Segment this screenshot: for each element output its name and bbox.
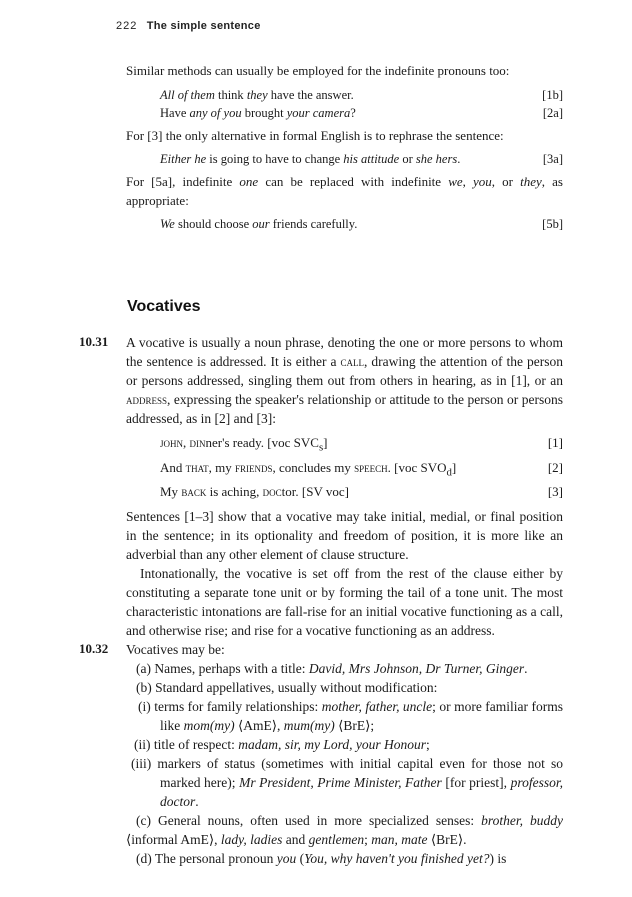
example-ref: [1] (547, 435, 563, 450)
position-paragraph: Sentences [1–3] show that a vocative may take initial, medial, or final position in the sentence; in its optionality and freedom of position, it is more like an adverbial than any other element of clause structure. (126, 509, 563, 563)
running-head (116, 20, 261, 32)
section-10-32 (126, 640, 563, 868)
example-3: My back is aching, doctor. [SV voc] [3] (160, 484, 563, 500)
item-ii-respect: (ii) title of respect: madam, sir, my Lord, your Honour; (134, 737, 430, 752)
item-iii-status: (iii) markers of status (sometimes with initial capital even for those not so marked here); Mr President, Prime Minister, Father [for priest], professor, doctor. (131, 756, 563, 809)
example-1b: All of them think they have the answer. [1b] (160, 88, 563, 102)
section-number-10-31: 10.31 (79, 334, 109, 349)
example-ref: [2a] (542, 106, 563, 120)
section-10-31 (126, 333, 563, 640)
indefinite-one-paragraph: For [5a], indefinite one can be replaced with indefinite we, you, or they, as appropriate: (126, 174, 563, 208)
item-c-general-nouns: (c) General nouns, often used in more specialized senses: brother, buddy ⟨informal AmE⟩, lady, ladies and gentlemen; man, mate ⟨BrE⟩. (126, 813, 563, 847)
vocative-definition-paragraph: A vocative is usually a noun phrase, denoting the one or more persons to whom the sentence is addressed. It is either a call, drawing the attention of the person or persons addressed, singling them out from others in hearing, as in [1], or an address, expressing the speaker's relationship or attitude to the person or persons addressed, as in [2] and [3]: (126, 335, 564, 426)
rephrase-paragraph: For [3] the only alternative in formal English is to rephrase the sentence: (126, 128, 504, 143)
vocatives-intro: Vocatives may be: (126, 642, 225, 657)
example-1: john, dinner's ready. [voc $SVC_s$] [1] (126, 433, 563, 458)
example-ref: [1b] (542, 88, 563, 102)
example-5b: We should choose our friends carefully. [5b] (160, 217, 563, 231)
example-ref: [3] (547, 484, 563, 500)
section-number-10-32: 10.32 (79, 641, 109, 656)
intro-paragraph: Similar methods can usually be employed for the indefinite pronouns too: (126, 63, 510, 78)
page-number: 222 (116, 20, 138, 32)
example-3a: Either he is going to have to change his attitude or she hers. [3a] (160, 152, 563, 166)
item-d-personal-pronoun: (d) The personal pronoun you (You, why haven't you finished yet?) is (136, 851, 507, 866)
item-i-family-terms: (i) terms for family relationships: mother, father, uncle; or more familiar forms like mom(my) ⟨AmE⟩, mum(my) ⟨BrE⟩; (138, 699, 563, 733)
example-2a: Have any of you brought your camera? [2a] (160, 106, 563, 120)
intonation-paragraph: Intonationally, the vocative is set off from the rest of the clause either by constituting a separate tone unit or by forming the tail of a tone unit. The most characteristic intonations are fall-rise for an initial vocative functioning as a call, and otherwise rise; and rise for a vocative functioning as an address. (126, 566, 563, 639)
indefinite-pronouns-block (126, 61, 563, 233)
item-b-appellatives: (b) Standard appellatives, usually without modification: (136, 680, 438, 695)
running-head-title: The simple sentence (146, 20, 261, 32)
example-2: And that, my friends, concludes my speech. [voc $SVO_d$] [2] (126, 458, 563, 483)
section-heading: Vocatives (127, 298, 201, 315)
item-a-names: (a) Names, perhaps with a title: David, Mrs Johnson, Dr Turner, Ginger. (136, 661, 528, 676)
example-ref: [3a] (542, 152, 563, 166)
example-ref: [2] (547, 459, 563, 475)
example-ref: [5b] (542, 217, 563, 231)
